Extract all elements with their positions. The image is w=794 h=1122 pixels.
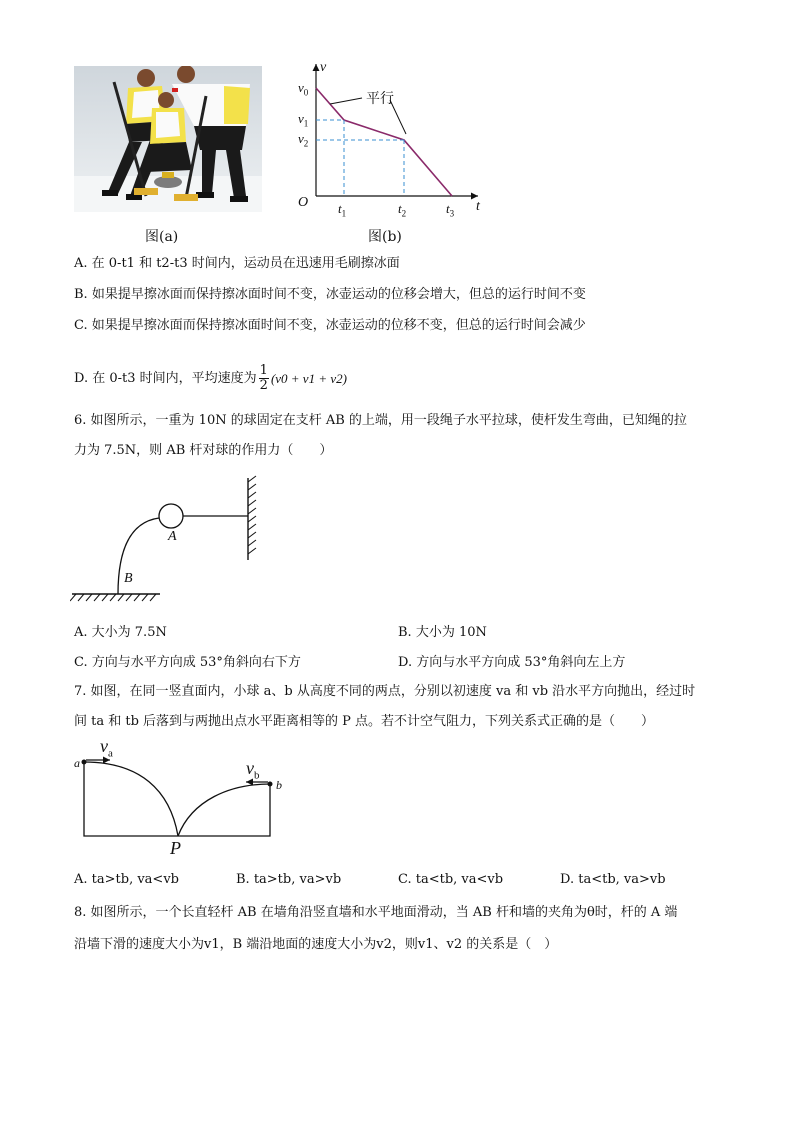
q7-label-p: P [170,838,181,858]
q6-option-d: D. 方向与水平方向成 53°角斜向左上方 [398,655,626,670]
q5-option-a: A. 在 0-t1 和 t2-t3 时间内，运动员在迅速用毛刷擦冰面 [74,256,400,271]
q5-option-d-fraction [259,364,269,393]
graph-t1-label: $t_1$ [338,201,347,219]
q7-label-a: a [74,756,80,770]
q7-option-b: B. ta>tb, va>vb [236,872,342,887]
q5-option-d [74,364,347,393]
graph-v2-label: $v_2$ [298,131,309,149]
q7-stem-line1: 7. 如图，在同一竖直面内，小球 a、b 从高度不同的两点，分别以初速度 va 和 vb 沿水平方向抛出，经过时 [74,684,696,699]
graph-v0-label: $v_0$ [298,80,309,98]
q7-label-vb: $v_b$ [246,758,260,782]
figure-b-caption: 图(b) [368,229,402,245]
fraction-denominator: 2 [259,378,268,393]
q8-stem-line2: 沿墙下滑的速度大小为v1，B 端沿地面的速度大小为v2，则v1、v2 的关系是（ ） [74,937,558,952]
figure-a-caption: 图(a) [145,229,179,245]
q5-option-d-formula: (v0 + v1 + v2) [270,370,347,386]
graph-t3-label: $t_3$ [446,201,455,219]
q6-label-a: A [168,529,177,544]
q6-stem-line1: 6. 如图所示，一重为 10N 的球固定在支杆 AB 的上端，用一段绳子水平拉球，使杆发生弯曲，已知绳的拉 [74,413,687,428]
q5-option-b: B. 如果提早擦冰面而保持擦冰面时间不变，冰壶运动的位移会增大，但总的运行时间不变 [74,287,586,302]
graph-v1-label: $v_1$ [298,111,309,129]
vt-graph [292,56,492,226]
q6-option-b: B. 大小为 10N [398,625,487,640]
curling-photo [74,66,262,212]
q7-option-a: A. ta>tb, va<vb [74,872,179,887]
q7-option-c: C. ta<tb, va<vb [398,872,504,887]
fraction-numerator: 1 [259,363,268,378]
graph-t-axis-label: t [476,199,480,214]
q6-option-a: A. 大小为 7.5N [74,625,167,640]
q7-label-va: $v_a$ [100,736,113,760]
graph-t2-label: $t_2$ [398,201,407,219]
q8-stem-line1: 8. 如图所示，一个长直轻杆 AB 在墙角沿竖直墙和水平地面滑动，当 AB 杆和墙的夹角为θ时，杆的 A 端 [74,905,678,920]
q5-option-d-text: D. 在 0-t3 时间内，平均速度为 [74,370,257,386]
q6-option-c: C. 方向与水平方向成 53°角斜向右下方 [74,655,301,670]
q7-stem-line2: 间 ta 和 tb 后落到与两抛出点水平距离相等的 P 点。若不计空气阻力，下列关系式正确的是（ ） [74,714,655,729]
graph-v-axis-label: v [320,60,327,75]
q6-stem-line2: 力为 7.5N，则 AB 杆对球的作用力（ ） [74,443,333,458]
q7-label-b: b [276,778,282,792]
graph-parallel-label: 平行 [366,91,394,107]
q6-label-b: B [124,571,133,586]
graph-origin-label: O [298,195,309,210]
q5-option-c: C. 如果提早擦冰面而保持擦冰面时间不变，冰壶运动的位移不变，但总的运行时间会减少 [74,318,586,333]
q7-option-d: D. ta<tb, va>vb [560,872,666,887]
